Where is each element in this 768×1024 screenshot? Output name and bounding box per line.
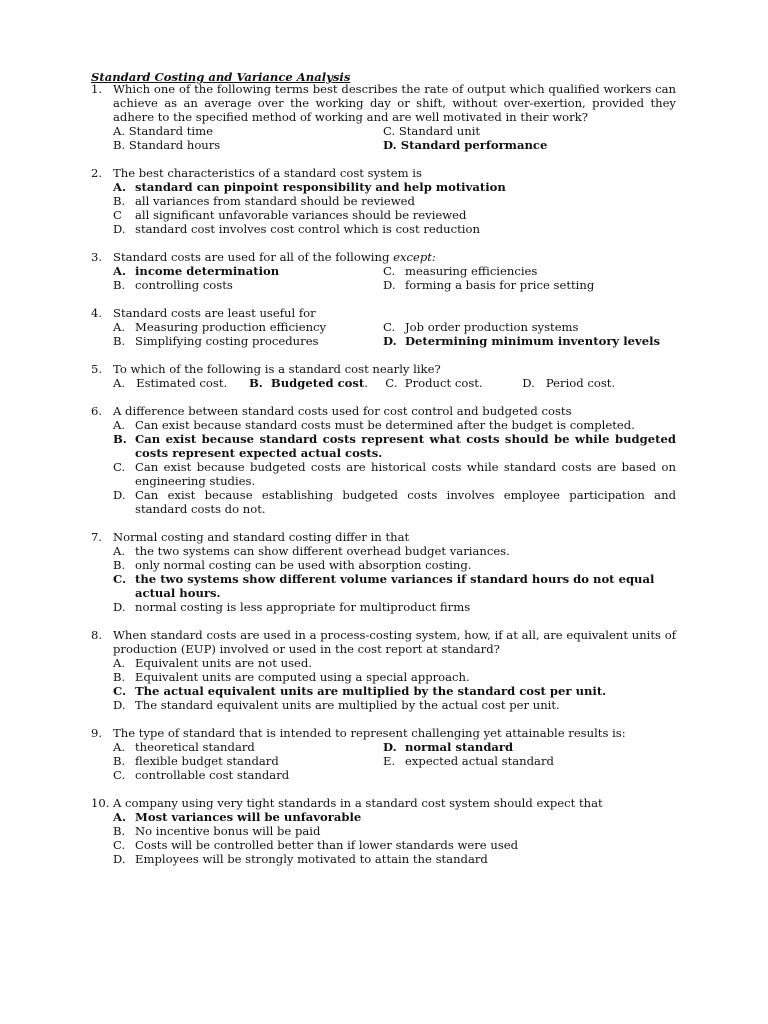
option-d: D. Period cost. [522, 376, 616, 390]
option-text: Simplifying costing procedures [135, 334, 319, 348]
option-letter: C. [113, 572, 127, 586]
option-letter: D. [113, 222, 126, 236]
option-c [383, 264, 676, 278]
option-text: all variances from standard should be reviewed [135, 194, 415, 208]
option-letter: E. [383, 754, 396, 768]
option-letter: A. [113, 656, 126, 670]
option-text: normal costing is less appropriate for multiproduct firms [135, 600, 471, 614]
question-stem: The type of standard that is intended to represent challenging yet attainable results is: [113, 726, 626, 740]
answer-options [113, 740, 676, 782]
question-4 [0, 306, 768, 348]
option-b [113, 558, 676, 572]
option-b [113, 278, 383, 292]
option-text: the two systems show different volume variances if standard hours do not equal actual hours. [135, 572, 655, 600]
option-letter: D. [113, 852, 126, 866]
option-b [113, 334, 383, 348]
option-letter: A. [113, 320, 126, 334]
option-a-correct [113, 180, 676, 194]
option-letter: B. [113, 278, 126, 292]
question-1 [0, 82, 768, 152]
option-letter: B. [113, 194, 126, 208]
option-b [113, 194, 676, 208]
option-letter: C. [113, 838, 126, 852]
option-text: Can exist because standard costs must be determined after the budget is completed. [135, 418, 635, 432]
stem-emphasis: except: [393, 250, 436, 264]
option-letter: B. [113, 558, 126, 572]
option-letter: C. [383, 320, 396, 334]
answer-options [113, 544, 676, 614]
question-10 [0, 796, 768, 866]
option-text: standard can pinpoint responsibility and help motivation [135, 180, 506, 194]
option-letter: A. [113, 418, 126, 432]
option-c: C. Standard unit [383, 124, 481, 138]
option-d-correct: D. Standard performance [383, 138, 548, 152]
option-text: Equivalent units are not used. [135, 656, 313, 670]
option-text: Employees will be strongly motivated to attain the standard [135, 852, 488, 866]
option-text: standard cost involves cost control which is cost reduction [135, 222, 480, 236]
option-a: A. Standard time [113, 124, 213, 138]
option-text: expected actual standard [405, 754, 554, 768]
question-stem: Normal costing and standard costing differ in that [113, 530, 410, 544]
question-number: 2. [91, 166, 103, 180]
option-b-correct: B. Budgeted cost [249, 376, 365, 390]
option-b-correct [113, 432, 676, 460]
option-c-correct [113, 684, 676, 698]
question-number: 4. [91, 306, 103, 320]
question-number: 7. [91, 530, 103, 544]
option-letter: A. [113, 544, 126, 558]
answer-options [113, 124, 676, 152]
question-6 [0, 404, 768, 516]
option-a: A. Estimated cost. [113, 376, 228, 390]
option-d-correct [383, 334, 676, 348]
option-text: Most variances will be unfavorable [135, 810, 362, 824]
option-text: Costs will be controlled better than if lower standards were used [135, 838, 519, 852]
option-d [113, 698, 676, 712]
option-c: C. Product cost. [385, 376, 483, 390]
option-text: Can exist because standard costs represent what costs should be while budgeted costs represent expected actual costs. [135, 432, 676, 460]
option-a-correct [113, 264, 383, 278]
option-text: measuring efficiencies [405, 264, 538, 278]
option-letter: A. [113, 264, 127, 278]
option-a [113, 544, 676, 558]
question-5 [0, 362, 768, 390]
answer-options [113, 418, 676, 516]
question-stem: When standard costs are used in a process-costing system, how, if at all, are equivalent units of production (EUP) involved or used in the cost report at standard? [113, 628, 676, 656]
option-text: income determination [135, 264, 280, 278]
option-letter: C. [383, 264, 396, 278]
stem-text: Standard costs are used for all of the following [113, 250, 394, 264]
question-stem: Which one of the following terms best describes the rate of output which qualified workers can achieve as an average over the working day or shift, without over-exertion, provided they adhere to the specified method of working and are well motivated in their work? [113, 82, 676, 124]
option-text: normal standard [405, 740, 514, 754]
option-letter: A. [113, 180, 127, 194]
option-text: No incentive bonus will be paid [135, 824, 321, 838]
option-text: flexible budget standard [135, 754, 279, 768]
option-b [113, 754, 383, 768]
question-7 [0, 530, 768, 614]
option-text: Job order production systems [405, 320, 579, 334]
option-a [113, 740, 383, 754]
question-number: 8. [91, 628, 103, 642]
option-b [113, 824, 676, 838]
option-a-correct [113, 810, 676, 824]
option-letter: C. [113, 460, 126, 474]
option-c [113, 768, 383, 782]
question-2 [0, 166, 768, 236]
option-letter: A. [113, 740, 126, 754]
question-number: 1. [91, 82, 103, 96]
option-text: all significant unfavorable variances should be reviewed [135, 208, 467, 222]
option-d [113, 852, 676, 866]
question-number: 9. [91, 726, 103, 740]
option-b-period: . [364, 376, 368, 390]
option-letter: B. [113, 754, 126, 768]
question-3 [0, 250, 768, 292]
option-a [113, 320, 383, 334]
option-letter: C. [113, 684, 127, 698]
question-number: 5. [91, 362, 103, 376]
answer-options [113, 320, 676, 348]
question-stem: A company using very tight standards in a standard cost system should expect that [113, 796, 603, 810]
option-text: the two systems can show different overhead budget variances. [135, 544, 510, 558]
option-d [113, 600, 676, 614]
option-letter: D. [383, 740, 397, 754]
option-letter: B. [113, 670, 126, 684]
option-letter: C [113, 208, 122, 222]
document-title: Standard Costing and Variance Analysis [91, 70, 351, 84]
option-text: The standard equivalent units are multiplied by the actual cost per unit. [135, 698, 560, 712]
option-text: theoretical standard [135, 740, 255, 754]
question-stem [113, 250, 676, 264]
option-e [383, 754, 676, 768]
option-text: Determining minimum inventory levels [405, 334, 661, 348]
option-b [113, 670, 676, 684]
answer-options [113, 180, 676, 236]
question-stem: To which of the following is a standard cost nearly like? [113, 362, 441, 376]
option-b: B. Standard hours [113, 138, 221, 152]
answer-options [113, 264, 676, 292]
option-text: controllable cost standard [135, 768, 290, 782]
option-text: controlling costs [135, 278, 233, 292]
question-9 [0, 726, 768, 782]
option-a [113, 656, 676, 670]
option-text: forming a basis for price setting [405, 278, 595, 292]
option-d [113, 488, 676, 516]
question-stem: A difference between standard costs used for cost control and budgeted costs [113, 404, 572, 418]
option-letter: D. [113, 600, 126, 614]
option-letter: B. [113, 432, 127, 446]
option-text: Equivalent units are computed using a special approach. [135, 670, 470, 684]
option-letter: D. [113, 698, 126, 712]
option-text: The actual equivalent units are multiplied by the standard cost per unit. [135, 684, 607, 698]
question-8 [0, 628, 768, 712]
option-text: Can exist because budgeted costs are historical costs while standard costs are based on engineering studies. [135, 460, 676, 488]
option-c [113, 460, 676, 488]
option-c [113, 208, 676, 222]
option-d-correct [383, 740, 676, 754]
option-letter: D. [383, 278, 396, 292]
document-page [0, 70, 768, 866]
question-stem: Standard costs are least useful for [113, 306, 316, 320]
option-a [113, 418, 676, 432]
option-c-correct [113, 572, 676, 600]
answer-options [113, 376, 676, 390]
option-c [383, 320, 676, 334]
option-text: Measuring production efficiency [135, 320, 327, 334]
option-c [113, 838, 676, 852]
question-stem: The best characteristics of a standard cost system is [113, 166, 422, 180]
question-number: 10. [91, 796, 110, 810]
option-letter: C. [113, 768, 126, 782]
option-text: only normal costing can be used with absorption costing. [135, 558, 472, 572]
question-number: 6. [91, 404, 103, 418]
option-letter: D. [383, 334, 397, 348]
option-d [113, 222, 676, 236]
answer-options [113, 656, 676, 712]
option-letter: B. [113, 824, 126, 838]
option-text: Can exist because establishing budgeted costs involves employee participation and standard costs do not. [135, 488, 676, 516]
option-letter: A. [113, 810, 127, 824]
option-letter: D. [113, 488, 126, 502]
question-number: 3. [91, 250, 103, 264]
option-d [383, 278, 676, 292]
answer-options [113, 810, 676, 866]
option-letter: B. [113, 334, 126, 348]
